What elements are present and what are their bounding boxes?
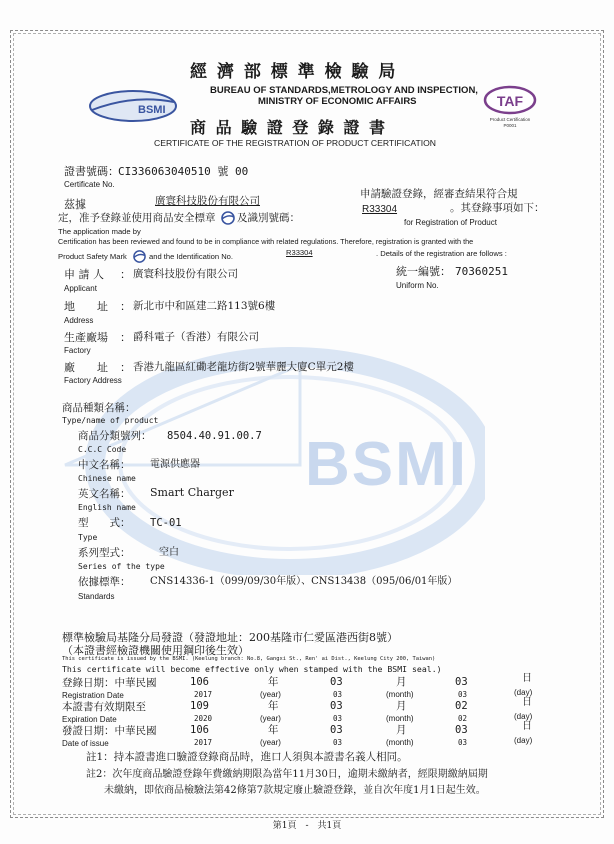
expiration-roc-year: 109 xyxy=(190,700,209,712)
statement-cert-line: Certification has been reviewed and found to be in compliance with related regulations. Therefore, registration is granted with the xyxy=(58,237,474,246)
type-label-en: Type xyxy=(78,533,98,542)
registration-ri: 日 xyxy=(522,673,532,684)
factory-address-colon: ： xyxy=(120,361,131,374)
issue-ad-year: 2017 xyxy=(194,738,213,747)
factory-colon: ： xyxy=(120,331,131,344)
statement-safety-mark-a: Product Safety Mark xyxy=(58,252,127,261)
registration-nian: 年 xyxy=(268,676,279,688)
address-label: 地 址 xyxy=(64,300,108,313)
series-value: 空白 xyxy=(159,547,179,558)
cert-no-label-en: Certificate No. xyxy=(64,180,115,189)
registration-day-en: (day) xyxy=(514,688,533,697)
expiration-month: 03 xyxy=(330,700,343,712)
applicant-label: 申 請 人 xyxy=(64,268,104,281)
issuance-line-4: This certificate will become effective only when stamped with the BSMI seal.) xyxy=(62,664,442,674)
issue-roc-year: 106 xyxy=(190,724,209,736)
uniform-no-label: 統一編號： xyxy=(396,265,451,278)
registration-ad-year: 2017 xyxy=(194,690,213,699)
product-type-label: 商品種類名稱： xyxy=(62,402,136,414)
statement-line2-b: 及識別號碼： xyxy=(237,212,300,224)
bsmi-logo-text: BSMI xyxy=(138,104,166,116)
expiration-date-label: 本證書有效期限至 xyxy=(62,701,146,713)
statement-safety-mark-b: and the Identification No. xyxy=(149,252,234,261)
uniform-no-label-en: Uniform No. xyxy=(396,281,439,290)
page-footer: 第1頁 - 共1頁 xyxy=(272,821,342,831)
type-value: TC-01 xyxy=(150,517,182,529)
statement-made-by: The application made by xyxy=(58,227,141,236)
taf-logo xyxy=(482,84,538,130)
statement-company: 廣寰科技股份有限公司 xyxy=(155,195,260,207)
uniform-no-value: 70360251 xyxy=(455,265,508,278)
taf-caption-2: P0001 xyxy=(503,123,517,128)
expiration-day-num: 02 xyxy=(458,714,468,723)
note-2-line-1: 註2：次年度商品驗證登錄年費繳納期限為當年11月30日，逾期未繳納者，經限期繳納屆期 xyxy=(86,769,488,780)
statement-reg-code-2: R33304 xyxy=(286,248,313,257)
taf-logo-text: TAF xyxy=(496,93,524,109)
registration-day-num: 03 xyxy=(458,690,468,699)
statement-apply: 申請驗證登錄，經審查結果符合規 xyxy=(360,188,518,200)
expiration-date-label-en: Expiration Date xyxy=(62,715,117,724)
english-name-value: Smart Charger xyxy=(150,486,234,499)
bureau-name-en-1: BUREAU OF STANDARDS,METROLOGY AND INSPECTION, xyxy=(210,85,478,96)
registration-year-en: (year) xyxy=(260,690,281,699)
expiration-ri: 日 xyxy=(522,697,532,708)
bsmi-logo xyxy=(88,88,178,124)
bureau-name-en-2: MINISTRY OF ECONOMIC AFFAIRS xyxy=(258,96,417,107)
ccc-code-label: 商品分類號列： xyxy=(78,430,152,442)
registration-month-en: (month) xyxy=(386,690,414,699)
english-name-label: 英文名稱： xyxy=(78,488,131,500)
issue-month: 03 xyxy=(330,724,343,736)
address-colon: ： xyxy=(120,300,131,313)
chinese-name-label-en: Chinese name xyxy=(78,474,136,483)
series-label: 系列型式： xyxy=(78,547,131,559)
registration-month: 03 xyxy=(330,676,343,688)
expiration-year-en: (year) xyxy=(260,714,281,723)
taf-caption-1: Product Certification xyxy=(489,117,531,122)
ccc-code-label-en: C.C.C Code xyxy=(78,445,127,454)
statement-line2-c: 。其登錄事項如下： xyxy=(450,202,545,214)
statement-details: . Details of the registration are follows : xyxy=(376,249,507,258)
factory-label-en: Factory xyxy=(64,346,91,355)
ccc-code-value: 8504.40.91.00.7 xyxy=(167,430,262,442)
issue-day: 03 xyxy=(455,724,468,736)
registration-day: 03 xyxy=(455,676,468,688)
expiration-nian: 年 xyxy=(268,700,279,712)
factory-address-value: 香港九龍區紅磡老龍坊街2號華麗大廈C單元2樓 xyxy=(133,361,354,373)
issue-yue: 月 xyxy=(396,724,407,736)
registration-month-num: 03 xyxy=(333,690,343,699)
issue-ri: 日 xyxy=(522,721,532,732)
watermark-text: BSMI xyxy=(305,430,468,499)
expiration-day-en: (day) xyxy=(514,712,533,721)
english-name-label-en: English name xyxy=(78,503,136,512)
issuance-line-1: 標準檢驗局基隆分局發證（發證地址：200基隆市仁愛區港西街8號） xyxy=(62,631,398,644)
expiration-yue: 月 xyxy=(396,700,407,712)
factory-label: 生產廠場 xyxy=(64,331,108,344)
factory-value: 爵科電子（香港）有限公司 xyxy=(133,331,259,343)
applicant-colon: ： xyxy=(120,268,131,281)
statement-reg-code: R33304 xyxy=(362,204,398,215)
standards-value: CNS14336-1（099/09/30年版）、CNS13438（095/06/01年版） xyxy=(150,576,458,587)
factory-address-label: 廠 址 xyxy=(64,361,108,374)
statement-line2-a: 定，准予登錄並使用商品安全標章 xyxy=(58,212,216,224)
statement-basis: 茲據 xyxy=(64,198,86,211)
applicant-value: 廣寰科技股份有限公司 xyxy=(133,268,238,280)
registration-date-label: 登錄日期：中華民國 xyxy=(62,677,157,689)
safety-mark-icon xyxy=(221,211,235,225)
expiration-ad-year: 2020 xyxy=(194,714,213,723)
expiration-month-num: 03 xyxy=(333,714,343,723)
series-label-en: Series of the type xyxy=(78,562,165,571)
type-label: 型 式： xyxy=(78,517,131,529)
note-2-line-2: 未繳納，即依商品檢驗法第42條第7款規定廢止驗證登錄，並自次年度1月1日起生效。 xyxy=(104,785,486,796)
issuance-line-2: （本證書經檢證機關使用鋼印後生效） xyxy=(62,644,249,657)
issue-year-en: (year) xyxy=(260,738,281,747)
statement-for-registration: for Registration of Product xyxy=(404,218,497,227)
registration-yue: 月 xyxy=(396,676,407,688)
note-1: 註1：持本證書進口驗證登錄商品時，進口人須與本證書名義人相同。 xyxy=(86,751,408,763)
safety-mark-icon-small xyxy=(133,250,146,263)
certificate-title-zh: 商 品 驗 證 登 錄 證 書 xyxy=(190,118,387,137)
registration-date-label-en: Registration Date xyxy=(62,691,124,700)
applicant-label-en: Applicant xyxy=(64,284,97,293)
issue-date-label-en: Date of issue xyxy=(62,739,109,748)
issue-day-num: 03 xyxy=(458,738,468,747)
product-type-label-en: Type/name of product xyxy=(62,416,159,425)
chinese-name-value: 電源供應器 xyxy=(150,459,200,470)
expiration-day: 02 xyxy=(455,700,468,712)
issue-day-en: (day) xyxy=(514,736,533,745)
issue-month-en: (month) xyxy=(386,738,414,747)
address-value: 新北市中和區建二路113號6樓 xyxy=(133,300,276,312)
issue-date-label: 發證日期：中華民國 xyxy=(62,725,157,737)
issuance-line-3: This certificate is issued by the BSMI. (Keelung branch: No.8, Gangxi St., Ren' ai Dist., Keelung City 200, Taiwan) xyxy=(62,656,436,662)
cert-no-value: CI336063040510 號 00 xyxy=(118,165,249,178)
issue-nian: 年 xyxy=(268,724,279,736)
address-label-en: Address xyxy=(64,316,94,325)
bureau-name-zh: 經 濟 部 標 準 檢 驗 局 xyxy=(190,62,398,82)
factory-address-label-en: Factory Address xyxy=(64,376,122,385)
certificate-title-en: CERTIFICATE OF THE REGISTRATION OF PRODUCT CERTIFICATION xyxy=(154,138,437,148)
standards-label: 依據標準： xyxy=(78,576,131,588)
issue-month-num: 03 xyxy=(333,738,343,747)
registration-roc-year: 106 xyxy=(190,676,209,688)
standards-label-en: Standards xyxy=(78,592,115,601)
expiration-month-en: (month) xyxy=(386,714,414,723)
cert-no-label: 證書號碼： xyxy=(64,165,119,178)
chinese-name-label: 中文名稱： xyxy=(78,459,131,471)
